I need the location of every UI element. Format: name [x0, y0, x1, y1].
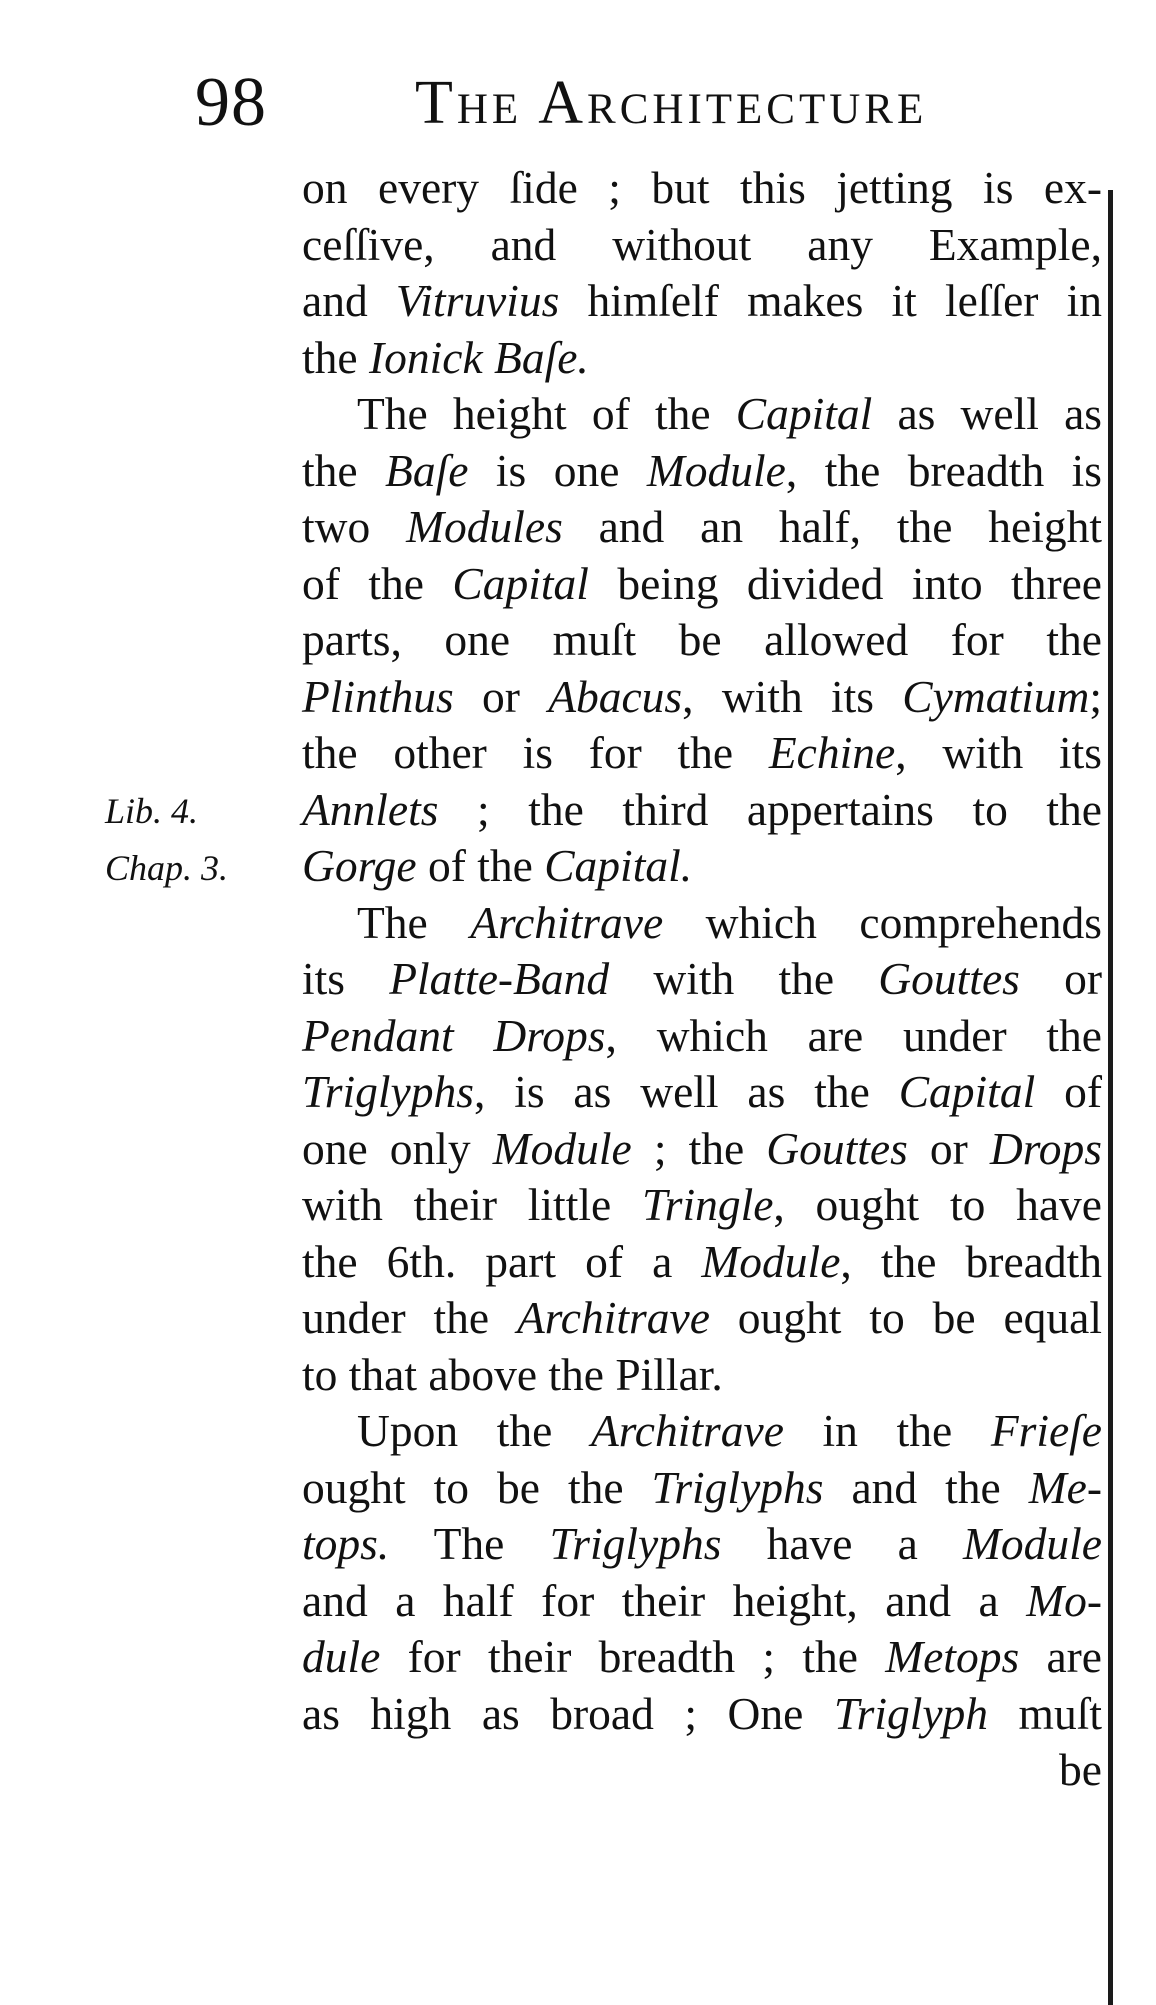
italic-term: Capital [898, 1066, 1036, 1117]
body-text [302, 160, 1102, 1799]
text-line [302, 1629, 1102, 1686]
text-run: are [1019, 1631, 1102, 1682]
text-run: is one [468, 444, 647, 496]
text-run: ; the [631, 1122, 767, 1174]
margin-note-book: Lib. 4. [105, 791, 199, 831]
running-head: The Architecture [415, 69, 928, 137]
margin-note [105, 783, 228, 896]
text-run: Upon the [357, 1405, 591, 1456]
italic-term: Modules [406, 501, 563, 552]
text-line [302, 1234, 1102, 1291]
italic-term: Mo- [1026, 1574, 1102, 1626]
italic-term: Gouttes [766, 1122, 908, 1174]
text-run: and the [823, 1461, 1029, 1513]
text-run: for their breadth ; the [380, 1631, 886, 1682]
page-header [0, 58, 1156, 148]
italic-term: tops. [302, 1518, 390, 1569]
text-line [302, 1064, 1102, 1121]
text-run: , with its [682, 670, 903, 722]
italic-term: Frieſe [990, 1405, 1102, 1456]
text-line [302, 895, 1102, 952]
text-run: The [389, 1518, 550, 1569]
text-line [302, 951, 1102, 1008]
text-run: the [302, 331, 369, 383]
italic-term: Module [963, 1518, 1102, 1569]
text-run: himſelf makes it leſſer in [559, 275, 1102, 326]
text-run: ought to be the [302, 1461, 652, 1513]
text-run: which comprehends [663, 896, 1102, 948]
text-run: its [302, 953, 390, 1004]
italic-term: Pendant Drops [302, 1009, 606, 1061]
text-run: two [302, 501, 407, 552]
text-run: the [302, 444, 386, 496]
text-run: muſt [988, 1687, 1102, 1739]
italic-term: Platte-Band [389, 953, 610, 1004]
text-line [302, 556, 1102, 613]
text-run: of the [416, 840, 545, 891]
text-run: with their little [302, 1179, 642, 1230]
text-run: , ought to have [773, 1179, 1102, 1230]
text-run: with the [609, 953, 879, 1004]
text-run: and an half, the height [562, 501, 1102, 552]
text-line [302, 782, 1102, 839]
italic-term: Capital [735, 388, 873, 439]
text-run: ceſſive, and without any Example, [302, 218, 1102, 270]
text-run: , the breadth [840, 1235, 1102, 1287]
text-line [302, 725, 1102, 782]
italic-term: Annlets [302, 783, 439, 835]
italic-term: Baſe [385, 444, 469, 496]
text-run: , is as well as the [473, 1066, 899, 1117]
italic-term: Echine [768, 727, 896, 778]
text-run: as well as [872, 388, 1102, 439]
italic-term: Drops [989, 1122, 1102, 1174]
text-run: be [1059, 1744, 1102, 1795]
text-run: in the [783, 1405, 991, 1456]
text-run: have a [721, 1518, 963, 1569]
text-line [302, 217, 1102, 274]
italic-term: Architrave [591, 1405, 784, 1456]
text-line [302, 273, 1102, 330]
text-run: of the [302, 557, 453, 609]
italic-term: Plinthus [302, 670, 454, 722]
italic-term: Ionick Baſe. [368, 331, 589, 383]
italic-term: Module [701, 1235, 841, 1287]
italic-term: Module [492, 1122, 632, 1174]
text-run: , the breadth is [785, 444, 1102, 496]
page-number: 98 [195, 64, 267, 141]
text-line [302, 499, 1102, 556]
italic-term: Architrave [517, 1292, 710, 1343]
text-line [302, 1686, 1102, 1743]
text-line [302, 1347, 1102, 1404]
text-run: the 6th. part of a [302, 1235, 702, 1287]
text-line [302, 1290, 1102, 1347]
text-line [302, 160, 1102, 217]
italic-term: Capital [452, 557, 589, 609]
text-line [302, 1460, 1102, 1517]
text-line [302, 330, 1102, 387]
text-run: parts, one muſt be allowed for the [302, 614, 1102, 665]
text-run: of [1035, 1066, 1103, 1117]
italic-term: Triglyphs [302, 1066, 474, 1117]
text-run: or [907, 1122, 990, 1174]
text-line [302, 1008, 1102, 1065]
italic-term: Architrave [470, 896, 664, 948]
text-run: The [357, 896, 471, 948]
text-run: on every ſide ; but this jetting is ex- [302, 162, 1102, 213]
text-line [302, 443, 1102, 500]
italic-term: Module [646, 444, 786, 496]
italic-term: dule [302, 1631, 381, 1682]
text-line [302, 1121, 1102, 1178]
text-line [302, 1573, 1102, 1630]
italic-term: Triglyph [833, 1687, 989, 1739]
text-run: , which are under the [605, 1009, 1102, 1061]
text-line [302, 1742, 1102, 1799]
text-run: and a half for their height, and a [302, 1574, 1027, 1626]
italic-term: Tringle [641, 1179, 774, 1230]
page-edge-rule [1108, 190, 1113, 2005]
text-run: ; the third appertains to the [438, 783, 1102, 835]
text-line [302, 386, 1102, 443]
text-run: and [302, 275, 396, 326]
text-line [302, 1516, 1102, 1573]
text-run: , with its [895, 727, 1102, 778]
text-line [302, 1403, 1102, 1460]
text-run: under the [302, 1292, 517, 1343]
margin-note-chapter: Chap. 3. [105, 847, 229, 888]
text-line [302, 612, 1102, 669]
text-line [302, 1177, 1102, 1234]
text-run: ; [1089, 670, 1102, 722]
text-run: ought to be equal [709, 1292, 1103, 1343]
italic-term: Metops [885, 1631, 1020, 1682]
text-run: The height of the [357, 388, 736, 439]
italic-term: Cymatium [902, 670, 1090, 722]
text-line [302, 669, 1102, 726]
text-run: being divided into three [588, 557, 1102, 609]
text-run: as high as broad ; One [302, 1687, 834, 1739]
text-run: one only [302, 1122, 493, 1174]
italic-term: Gouttes [878, 953, 1020, 1004]
text-run: or [453, 670, 549, 722]
italic-term: Me- [1028, 1461, 1102, 1513]
italic-term: Gorge [302, 840, 417, 891]
italic-term: Abacus [548, 670, 683, 722]
italic-term: Capital. [544, 840, 693, 891]
text-run: the other is for the [302, 727, 769, 778]
text-line [302, 838, 1102, 895]
italic-term: Vitruvius [395, 275, 560, 326]
italic-term: Triglyphs [651, 1461, 824, 1513]
text-run: or [1019, 953, 1102, 1004]
italic-term: Triglyphs [549, 1518, 722, 1569]
text-run: to that above the Pillar. [302, 1348, 723, 1400]
